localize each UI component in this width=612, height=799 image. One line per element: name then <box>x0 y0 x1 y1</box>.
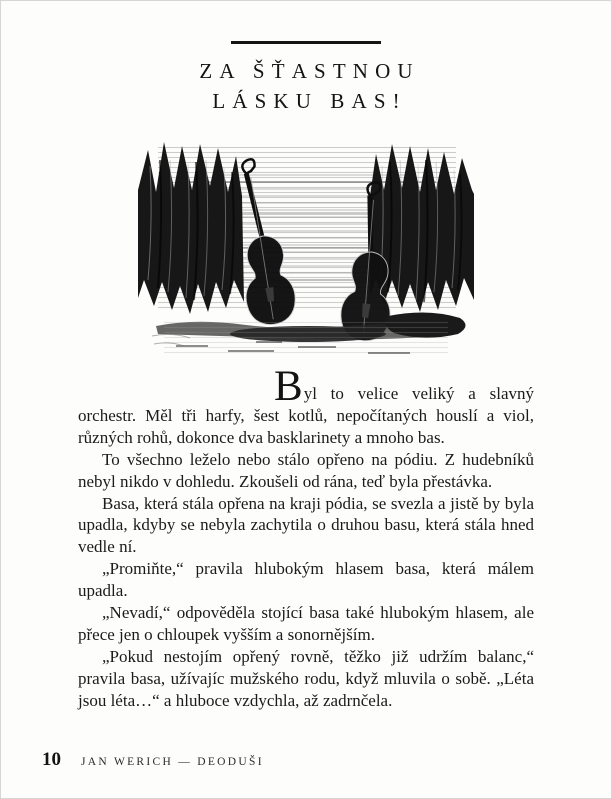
floor-shadow <box>152 312 466 354</box>
page-title-line-2: LÁSKU BAS! <box>212 89 407 113</box>
paragraph-1-text: yl to velice veliký a slavný orchestr. Měl tři harfy, šest kotlů, nepočítaných houslí a viol, různých rohů, dokonce dva basklarinety a mnoho bas. <box>78 384 534 447</box>
drop-cap: B <box>274 363 304 410</box>
running-title: JAN WERICH — DEODUŠI <box>81 756 264 768</box>
paragraph-6: „Pokud nestojím opřený rovně, těžko již udržím balanc,“ pravila basa, užívajíc mužského rodu, když mluvila o sobě. „Léta jsou léta…“ a hluboce vzdychla, až zadrnčela. <box>78 646 534 710</box>
bass-illustration <box>136 130 476 362</box>
paragraph-5: „Nevadí,“ odpověděla stojící basa také hlubokým hlasem, ale přece jen o chloupek vyšším a sonornějším. <box>78 603 534 644</box>
page-title <box>0 56 612 116</box>
page-number: 10 <box>42 749 61 770</box>
page-footer <box>42 749 264 771</box>
bass-illustration-drawing <box>136 130 476 362</box>
story-text <box>78 363 534 712</box>
title-ornament-rule <box>231 41 381 44</box>
paragraph-4: „Promiňte,“ pravila hlubokým hlasem basa, která málem upadla. <box>78 559 534 601</box>
page-title-line-1: ZA ŠŤASTNOU <box>199 59 420 83</box>
paragraph-3: Basa, která stála opřena na kraji pódia, se svezla a jistě by byla upadla, kdyby se nebyla zachytila o druhou basu, která stála hned vedle ní. <box>78 493 534 557</box>
paragraph-1 <box>78 363 534 449</box>
paragraph-2: To všechno leželo nebo stálo opřeno na pódiu. Z hudebníků nebyl nikdo v dohledu. Zkoušeli od rána, teď byla přestávka. <box>78 449 534 491</box>
